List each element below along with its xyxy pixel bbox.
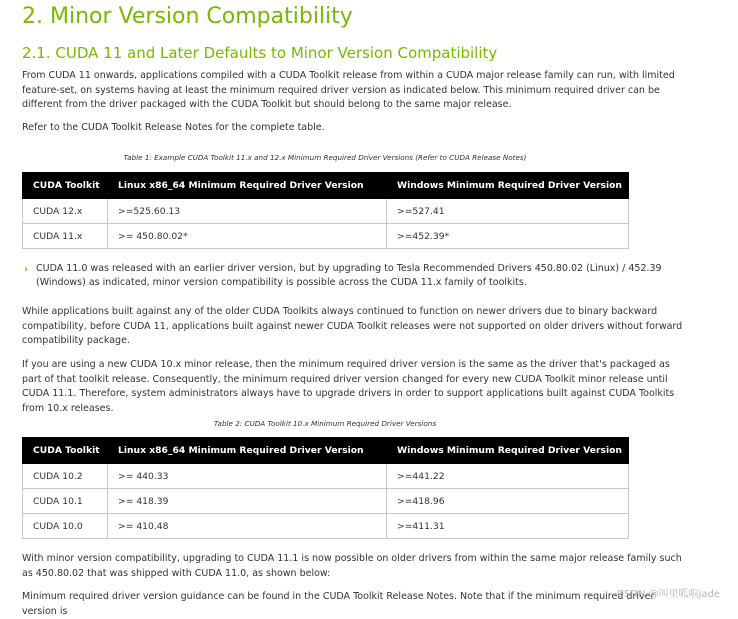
table-row (23, 464, 629, 489)
minor-compat-paragraph: With minor version compatibility, upgrading to CUDA 11.1 is now possible on older drivers from within the same major release family such as 450.80.02 that was shipped with CUDA 11.0, as shown below: (22, 553, 682, 579)
table-cell: >= 418.39 (108, 489, 387, 514)
refer-paragraph: Refer to the CUDA Toolkit Release Notes for the complete table. (22, 122, 325, 133)
csdn-watermark: CSDN @叫里呱啦jade (616, 589, 720, 600)
table-cell: CUDA 10.2 (23, 464, 108, 489)
subsection-title: 2.1. CUDA 11 and Later Defaults to Minor Version Compatibility (22, 44, 498, 62)
table-header-cell: CUDA Toolkit (23, 173, 108, 199)
table-cell: >= 440.33 (108, 464, 387, 489)
table1-caption: Table 1: Example CUDA Toolkit 11.x and 12.x Minimum Required Driver Versions (Refer to CUDA Release Notes) (123, 153, 527, 162)
minor-release-paragraph: If you are using a new CUDA 10.x minor release, then the minimum required driver version is the same as the driver that's packaged as part of that toolkit release. Consequently, the minimum required driver version changed for every new CUDA Toolkit minor release until CUDA 11.1. Therefore, system administrators always have to upgrade drivers in order to support applications built against CUDA Toolkits from 10.x releases. (22, 359, 675, 414)
table-cell: >=527.41 (387, 199, 629, 224)
table-cell: CUDA 12.x (23, 199, 108, 224)
table2-caption: Table 2: CUDA Toolkit 10.x Minimum Required Driver Versions (213, 419, 437, 428)
table-row (23, 514, 629, 539)
note-text: CUDA 11.0 was released with an earlier driver version, but by upgrading to Tesla Recommended Drivers 450.80.02 (Linux) / 452.39 (Windows) as indicated, minor version compatibility is possible across the CUDA 11.x family of toolkits. (36, 263, 662, 288)
table1 (22, 172, 629, 249)
table-cell: CUDA 10.1 (23, 489, 108, 514)
table-row (23, 199, 629, 224)
table-header-cell: Windows Minimum Required Driver Version (387, 438, 629, 464)
table-header-cell: CUDA Toolkit (23, 438, 108, 464)
table-cell: >=418.96 (387, 489, 629, 514)
table-cell: CUDA 10.0 (23, 514, 108, 539)
note-callout (22, 262, 686, 290)
table-row (23, 224, 629, 249)
table-cell: >=452.39* (387, 224, 629, 249)
table-header-row (23, 438, 629, 464)
table-cell: >=525.60.13 (108, 199, 387, 224)
guidance-paragraph: Minimum required driver version guidance can be found in the CUDA Toolkit Release Notes. Note that if the minimum required driver version is (22, 591, 655, 617)
table-cell: >= 410.48 (108, 514, 387, 539)
table-header-cell: Windows Minimum Required Driver Version (387, 173, 629, 199)
table-cell: >=441.22 (387, 464, 629, 489)
backward-compat-paragraph: While applications built against any of the older CUDA Toolkits always continued to function on newer drivers due to binary backward compatibility, before CUDA 11, applications built against newer CUDA Toolkit releases were not supported on older drivers without forward compatibility package. (22, 306, 683, 347)
table-header-cell: Linux x86_64 Minimum Required Driver Version (108, 173, 387, 199)
table-cell: CUDA 11.x (23, 224, 108, 249)
chevron-right-icon: › (24, 264, 29, 275)
table-row (23, 489, 629, 514)
intro-paragraph: From CUDA 11 onwards, applications compiled with a CUDA Toolkit release from within a CUDA major release family can run, with limited feature-set, on systems having at least the minimum required driver version as indicated below. This minimum required driver can be different from the driver packaged with the CUDA Toolkit but should belong to the same major release. (22, 70, 675, 111)
table-header-row (23, 173, 629, 199)
table-cell: >=411.31 (387, 514, 629, 539)
section-title: 2. Minor Version Compatibility (22, 4, 353, 29)
table2 (22, 437, 629, 539)
table-header-cell: Linux x86_64 Minimum Required Driver Version (108, 438, 387, 464)
table-cell: >= 450.80.02* (108, 224, 387, 249)
